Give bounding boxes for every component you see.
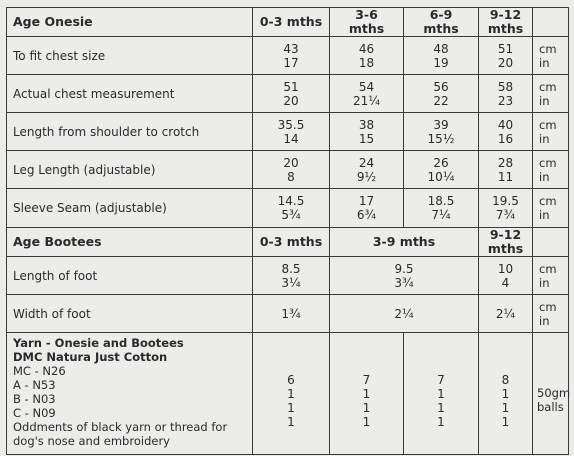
measure-cell: 14.5 5¾	[253, 189, 330, 228]
yarn-colour: MC - N26	[13, 364, 66, 378]
measure-cell: 24 9½	[330, 151, 404, 189]
row-label: Width of foot	[7, 295, 253, 333]
yarn-qty-cell: 7 1 1 1	[404, 333, 479, 455]
size-table	[6, 7, 569, 455]
onesie-header-unit-cell	[533, 8, 569, 37]
measure-cell: 26 10¼	[404, 151, 479, 189]
onesie-header-size: 3-6 mths	[330, 8, 404, 37]
measure-cell: 18.5 7¼	[404, 189, 479, 228]
table-row	[7, 257, 569, 295]
row-label: Leg Length (adjustable)	[7, 151, 253, 189]
onesie-header-size: 0-3 mths	[253, 8, 330, 37]
measure-cell: 10 4	[479, 257, 533, 295]
row-label: Length from shoulder to crotch	[7, 113, 253, 151]
measure-cell: 38 15	[330, 113, 404, 151]
measure-cell: 39 15½	[404, 113, 479, 151]
table-row	[7, 151, 569, 189]
yarn-colour: C - N09	[13, 406, 56, 420]
measure-cell: 48 19	[404, 37, 479, 75]
bootees-header-size: 0-3 mths	[253, 228, 330, 257]
yarn-colour: A - N53	[13, 378, 56, 392]
measure-cell: 1¾	[253, 295, 330, 333]
bootees-header-row	[7, 228, 569, 257]
yarn-row	[7, 333, 569, 455]
onesie-header-label: Age Onesie	[7, 8, 253, 37]
yarn-brand: DMC Natura Just Cotton	[13, 350, 168, 364]
measure-cell: 43 17	[253, 37, 330, 75]
yarn-colour: B - N03	[13, 392, 56, 406]
measure-cell: 2¼	[479, 295, 533, 333]
measure-cell: 20 8	[253, 151, 330, 189]
yarn-note: dog's nose and embroidery	[13, 434, 170, 448]
measure-cell: 56 22	[404, 75, 479, 113]
measure-cell: 51 20	[479, 37, 533, 75]
yarn-description	[7, 333, 253, 455]
measure-cell: 40 16	[479, 113, 533, 151]
onesie-header-size: 9-12 mths	[479, 8, 533, 37]
measure-cell: 8.5 3¼	[253, 257, 330, 295]
yarn-note: Oddments of black yarn or thread for	[13, 420, 228, 434]
onesie-header-row	[7, 8, 569, 37]
yarn-unit-cell: 50gm balls	[533, 333, 569, 455]
measure-cell: 2¼	[330, 295, 479, 333]
bootees-header-size: 9-12 mths	[479, 228, 533, 257]
unit-cell: cm in	[533, 75, 569, 113]
measure-cell: 35.5 14	[253, 113, 330, 151]
table-row	[7, 37, 569, 75]
measure-cell: 9.5 3¾	[330, 257, 479, 295]
measure-cell: 51 20	[253, 75, 330, 113]
unit-cell: cm in	[533, 257, 569, 295]
yarn-title: Yarn - Onesie and Bootees	[13, 336, 184, 350]
table-row	[7, 75, 569, 113]
measure-cell: 19.5 7¾	[479, 189, 533, 228]
yarn-qty-cell: 7 1 1 1	[330, 333, 404, 455]
measure-cell: 54 21¼	[330, 75, 404, 113]
measure-cell: 58 23	[479, 75, 533, 113]
table-row	[7, 189, 569, 228]
row-label: Sleeve Seam (adjustable)	[7, 189, 253, 228]
table-row	[7, 295, 569, 333]
row-label: To fit chest size	[7, 37, 253, 75]
yarn-qty-cell: 8 1 1 1	[479, 333, 533, 455]
table-row	[7, 113, 569, 151]
measure-cell: 28 11	[479, 151, 533, 189]
yarn-qty-cell: 6 1 1 1	[253, 333, 330, 455]
onesie-header-size: 6-9 mths	[404, 8, 479, 37]
unit-cell: cm in	[533, 37, 569, 75]
row-label: Length of foot	[7, 257, 253, 295]
bootees-header-size: 3-9 mths	[330, 228, 479, 257]
measure-cell: 46 18	[330, 37, 404, 75]
unit-cell: cm in	[533, 295, 569, 333]
bootees-header-label: Age Bootees	[7, 228, 253, 257]
row-label: Actual chest measurement	[7, 75, 253, 113]
unit-cell: cm in	[533, 113, 569, 151]
unit-cell: cm in	[533, 189, 569, 228]
bootees-header-unit-cell	[533, 228, 569, 257]
measure-cell: 17 6¾	[330, 189, 404, 228]
unit-cell: cm in	[533, 151, 569, 189]
